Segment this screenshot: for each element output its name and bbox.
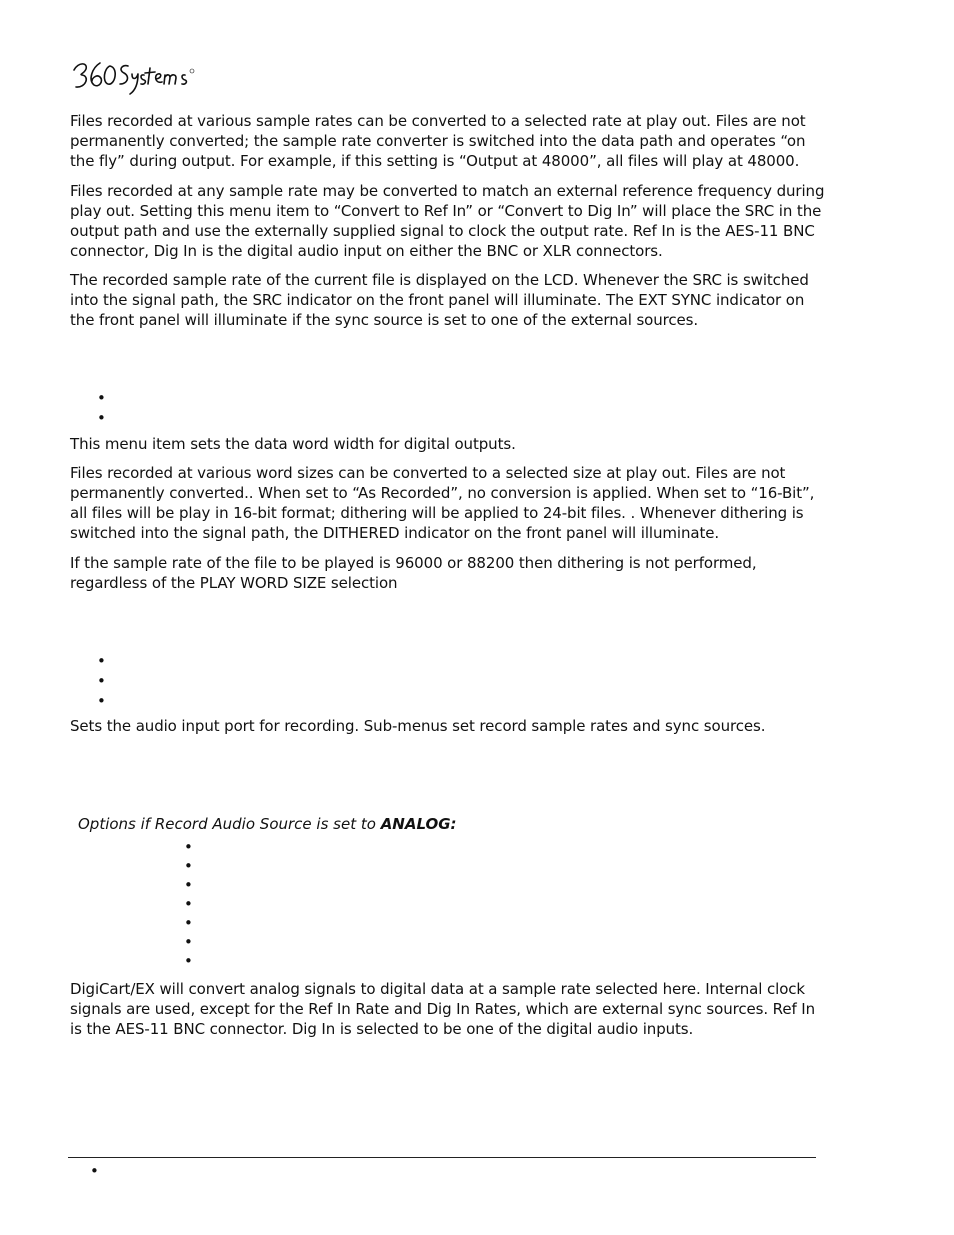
bullet-marker [97, 676, 107, 686]
paragraph-lcd-indicators: The recorded sample rate of the current file is displayed on the LCD. Whenever the SRC is switched into the signal path, the SRC indicator on the front panel will illuminate. The EXT SYNC indicator on the front panel will illuminate if the sync source is set to one of the external sources. [70, 271, 809, 329]
bullet-marker [184, 842, 194, 852]
footer-divider [68, 1157, 816, 1158]
options-caption-emphasis: ANALOG: [380, 815, 457, 833]
paragraph-external-reference: Files recorded at any sample rate may be converted to match an external reference frequency during play out. Setting this menu item to “Convert to Ref In” or “Convert to Dig In” will place the SRC in the output path and use the externally supplied signal to clock the output rate. Ref In is the AES-11 BNC connector, Dig In is the digital audio input on either the BNC or XLR connectors. [70, 182, 825, 260]
bullet-marker [184, 956, 194, 966]
paragraph-input-port: Sets the audio input port for recording. Sub-menus set record sample rates and sync sources. [70, 717, 766, 735]
paragraph-word-width: This menu item sets the data word width for digital outputs. [70, 435, 516, 453]
options-caption [78, 814, 457, 834]
bullet-marker [97, 413, 107, 423]
bullet-marker [184, 880, 194, 890]
paragraph-analog-conversion: DigiCart/EX will convert analog signals to digital data at a sample rate selected here. Internal clock signals are used, except for the Ref In Rate and Dig In Rates, which are external sync sources. Ref In is the AES-11 BNC connector. Dig In is selected to be one of the digital audio inputs. [70, 980, 816, 1038]
paragraph-word-size-conversion: Files recorded at various word sizes can be converted to a selected size at play out. Files are not permanently converted.. When set to “As Recorded”, no conversion is applied. When set to “16-Bit”, all files will be play in 16-bit format; dithering will be applied to 24-bit files. . Whenever dithering is switched into the signal path, the DITHERED indicator on the front panel will illuminate. [70, 464, 815, 542]
registered-mark-icon [190, 69, 194, 73]
bullet-marker [97, 696, 107, 706]
360-systems-logo-icon [70, 54, 200, 98]
bullet-marker [97, 393, 107, 403]
bullet-marker [184, 918, 194, 928]
paragraph-dithering-note: If the sample rate of the file to be played is 96000 or 88200 then dithering is not performed, regardless of the PLAY WORD SIZE selection [70, 554, 757, 592]
options-caption-prefix: Options if Record Audio Source is set to [78, 815, 381, 833]
company-logo [70, 54, 200, 98]
bullet-marker [90, 1166, 100, 1176]
bullet-marker [184, 861, 194, 871]
bullet-marker [184, 937, 194, 947]
bullet-marker [97, 656, 107, 666]
bullet-marker [184, 899, 194, 909]
paragraph-sample-rate-conversion: Files recorded at various sample rates can be converted to a selected rate at play out. Files are not permanently converted; the sample rate converter is switched into the data path and operates “on the fly” during output. For example, if this setting is “Output at 48000”, all files will play at 48000. [70, 112, 806, 170]
